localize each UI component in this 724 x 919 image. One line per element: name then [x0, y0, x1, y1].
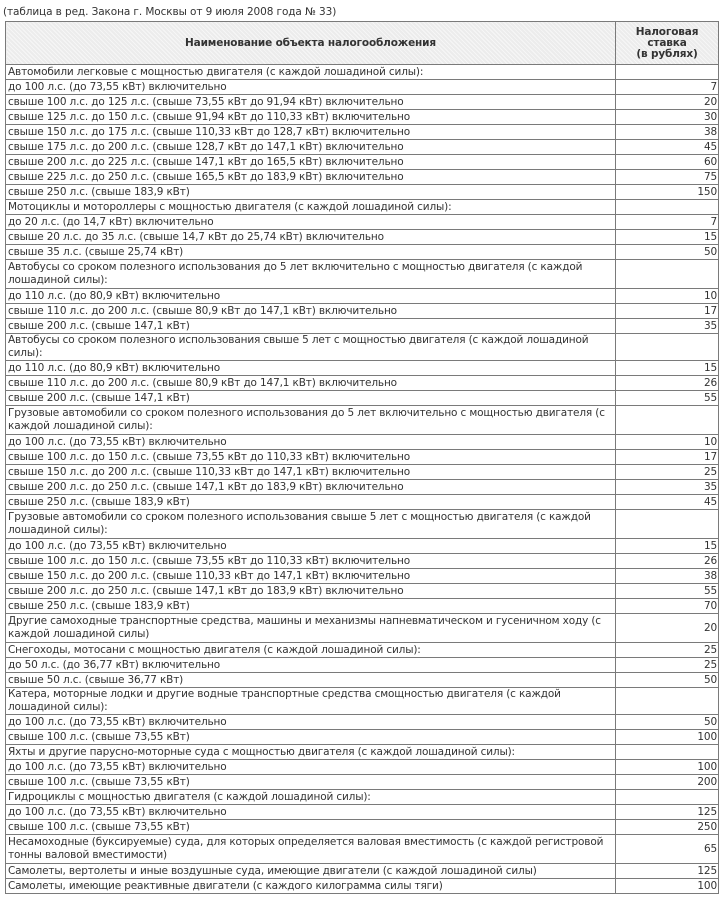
row-name-cell: Яхты и другие парусно-моторные суда с мощностью двигателя (с каждой лошадиной силы):: [6, 745, 616, 760]
row-rate-cell: 100: [616, 730, 719, 745]
row-name-cell: Мотоциклы и мотороллеры с мощностью двигателя (с каждой лошадиной силы):: [6, 200, 616, 215]
table-row: [6, 95, 719, 110]
row-rate-cell: [616, 406, 719, 435]
row-name-cell: Автомобили легковые с мощностью двигателя (с каждой лошадиной силы):: [6, 65, 616, 80]
table-body: [6, 65, 719, 894]
table-row: [6, 510, 719, 539]
row-name-cell: до 100 л.с. (до 73,55 кВт) включительно: [6, 715, 616, 730]
row-name-cell: до 100 л.с. (до 73,55 кВт) включительно: [6, 80, 616, 95]
row-name-cell: до 100 л.с. (до 73,55 кВт) включительно: [6, 539, 616, 554]
row-name-cell: свыше 35 л.с. (свыше 25,74 кВт): [6, 245, 616, 260]
table-row: [6, 790, 719, 805]
table-row: [6, 584, 719, 599]
row-name-cell: Несамоходные (буксируемые) суда, для которых определяется валовая вместимость (с каждой регистровой тонны валовой вместимости): [6, 835, 616, 864]
row-name-cell: свыше 250 л.с. (свыше 183,9 кВт): [6, 185, 616, 200]
row-rate-cell: 35: [616, 319, 719, 334]
table-row: [6, 334, 719, 361]
table-row: [6, 554, 719, 569]
table-row: [6, 391, 719, 406]
row-rate-cell: [616, 65, 719, 80]
row-name-cell: свыше 110 л.с. до 200 л.с. (свыше 80,9 кВт до 147,1 кВт) включительно: [6, 304, 616, 319]
table-row: [6, 465, 719, 480]
table-row: [6, 65, 719, 80]
row-name-cell: до 20 л.с. (до 14,7 кВт) включительно: [6, 215, 616, 230]
row-rate-cell: 50: [616, 715, 719, 730]
table-row: [6, 569, 719, 584]
row-name-cell: Автобусы со сроком полезного использования до 5 лет включительно с мощностью двигателя (с каждой лошадиной силы):: [6, 260, 616, 289]
table-row: [6, 155, 719, 170]
table-row: [6, 215, 719, 230]
table-row: [6, 805, 719, 820]
table-row: [6, 730, 719, 745]
row-rate-cell: 15: [616, 361, 719, 376]
table-header-row: [6, 22, 719, 65]
row-rate-cell: 17: [616, 304, 719, 319]
table-row: [6, 599, 719, 614]
table-row: [6, 820, 719, 835]
table-row: [6, 715, 719, 730]
table-row: [6, 406, 719, 435]
table-row: [6, 80, 719, 95]
table-row: [6, 435, 719, 450]
table-row: [6, 539, 719, 554]
table-row: [6, 658, 719, 673]
row-name-cell: Снегоходы, мотосани с мощностью двигателя (с каждой лошадиной силы):: [6, 643, 616, 658]
row-name-cell: Гидроциклы с мощностью двигателя (с каждой лошадиной силы):: [6, 790, 616, 805]
table-row: [6, 879, 719, 894]
row-rate-cell: 125: [616, 864, 719, 879]
row-name-cell: Автобусы со сроком полезного использования свыше 5 лет с мощностью двигателя (с каждой лошадиной силы):: [6, 334, 616, 361]
row-name-cell: до 100 л.с. (до 73,55 кВт) включительно: [6, 805, 616, 820]
row-name-cell: Другие самоходные транспортные средства, машины и механизмы напневматическом и гусеничном ходу (с каждой лошадиной силы): [6, 614, 616, 643]
row-name-cell: свыше 200 л.с. (свыше 147,1 кВт): [6, 391, 616, 406]
table-row: [6, 260, 719, 289]
row-rate-cell: 30: [616, 110, 719, 125]
row-name-cell: свыше 150 л.с. до 175 л.с. (свыше 110,33 кВт до 128,7 кВт) включительно: [6, 125, 616, 140]
row-rate-cell: 50: [616, 673, 719, 688]
table-row: [6, 140, 719, 155]
row-rate-cell: [616, 790, 719, 805]
table-row: [6, 673, 719, 688]
table-row: [6, 245, 719, 260]
row-rate-cell: 20: [616, 614, 719, 643]
row-name-cell: свыше 225 л.с. до 250 л.с. (свыше 165,5 кВт до 183,9 кВт) включительно: [6, 170, 616, 185]
row-name-cell: свыше 100 л.с. (свыше 73,55 кВт): [6, 730, 616, 745]
row-rate-cell: 45: [616, 495, 719, 510]
row-rate-cell: 45: [616, 140, 719, 155]
row-rate-cell: 100: [616, 879, 719, 894]
table-row: [6, 289, 719, 304]
table-row: [6, 864, 719, 879]
table-row: [6, 643, 719, 658]
row-rate-cell: 70: [616, 599, 719, 614]
row-rate-cell: [616, 688, 719, 715]
row-rate-cell: 26: [616, 554, 719, 569]
table-row: [6, 200, 719, 215]
row-name-cell: Катера, моторные лодки и другие водные транспортные средства смощностью двигателя (с каждой лошадиной силы):: [6, 688, 616, 715]
row-name-cell: до 50 л.с. (до 36,77 кВт) включительно: [6, 658, 616, 673]
row-rate-cell: 25: [616, 465, 719, 480]
table-row: [6, 614, 719, 643]
row-rate-cell: 35: [616, 480, 719, 495]
row-name-cell: свыше 100 л.с. (свыше 73,55 кВт): [6, 775, 616, 790]
row-rate-cell: 25: [616, 658, 719, 673]
row-name-cell: до 110 л.с. (до 80,9 кВт) включительно: [6, 361, 616, 376]
row-name-cell: Самолеты, вертолеты и иные воздушные суда, имеющие двигатели (с каждой лошадиной силы): [6, 864, 616, 879]
rate-header-line2: ставка: [647, 36, 687, 49]
row-name-cell: свыше 50 л.с. (свыше 36,77 кВт): [6, 673, 616, 688]
table-row: [6, 835, 719, 864]
row-name-cell: до 100 л.с. (до 73,55 кВт) включительно: [6, 760, 616, 775]
row-rate-cell: 15: [616, 230, 719, 245]
row-name-cell: свыше 20 л.с. до 35 л.с. (свыше 14,7 кВт до 25,74 кВт) включительно: [6, 230, 616, 245]
row-name-cell: Самолеты, имеющие реактивные двигатели (с каждого килограмма силы тяги): [6, 879, 616, 894]
column-header-name: Наименование объекта налогообложения: [6, 22, 616, 65]
table-row: [6, 760, 719, 775]
row-rate-cell: 55: [616, 391, 719, 406]
row-rate-cell: 26: [616, 376, 719, 391]
row-rate-cell: 75: [616, 170, 719, 185]
row-name-cell: до 100 л.с. (до 73,55 кВт) включительно: [6, 435, 616, 450]
row-name-cell: свыше 100 л.с. до 150 л.с. (свыше 73,55 кВт до 110,33 кВт) включительно: [6, 554, 616, 569]
table-row: [6, 775, 719, 790]
table-row: [6, 319, 719, 334]
row-rate-cell: 17: [616, 450, 719, 465]
row-rate-cell: 10: [616, 289, 719, 304]
table-row: [6, 361, 719, 376]
row-rate-cell: 200: [616, 775, 719, 790]
row-name-cell: свыше 150 л.с. до 200 л.с. (свыше 110,33 кВт до 147,1 кВт) включительно: [6, 465, 616, 480]
row-rate-cell: 25: [616, 643, 719, 658]
table-row: [6, 230, 719, 245]
row-rate-cell: 50: [616, 245, 719, 260]
row-rate-cell: 15: [616, 539, 719, 554]
row-name-cell: свыше 250 л.с. (свыше 183,9 кВт): [6, 599, 616, 614]
row-rate-cell: 65: [616, 835, 719, 864]
row-name-cell: свыше 250 л.с. (свыше 183,9 кВт): [6, 495, 616, 510]
rate-header-line3: (в рублях): [636, 47, 698, 60]
row-name-cell: свыше 200 л.с. до 250 л.с. (свыше 147,1 кВт до 183,9 кВт) включительно: [6, 584, 616, 599]
row-name-cell: свыше 100 л.с. до 125 л.с. (свыше 73,55 кВт до 91,94 кВт) включительно: [6, 95, 616, 110]
row-rate-cell: [616, 260, 719, 289]
table-row: [6, 480, 719, 495]
table-row: [6, 495, 719, 510]
row-name-cell: свыше 150 л.с. до 200 л.с. (свыше 110,33 кВт до 147,1 кВт) включительно: [6, 569, 616, 584]
row-rate-cell: [616, 745, 719, 760]
row-rate-cell: 38: [616, 569, 719, 584]
table-row: [6, 170, 719, 185]
row-rate-cell: 100: [616, 760, 719, 775]
row-rate-cell: 55: [616, 584, 719, 599]
row-rate-cell: 125: [616, 805, 719, 820]
table-row: [6, 376, 719, 391]
table-row: [6, 185, 719, 200]
tax-rate-table: [5, 21, 719, 894]
row-name-cell: свыше 200 л.с. до 225 л.с. (свыше 147,1 кВт до 165,5 кВт) включительно: [6, 155, 616, 170]
row-name-cell: свыше 125 л.с. до 150 л.с. (свыше 91,94 кВт до 110,33 кВт) включительно: [6, 110, 616, 125]
rate-header-line1: Налоговая: [635, 25, 699, 38]
table-row: [6, 304, 719, 319]
row-rate-cell: 60: [616, 155, 719, 170]
row-rate-cell: 7: [616, 215, 719, 230]
row-name-cell: до 110 л.с. (до 80,9 кВт) включительно: [6, 289, 616, 304]
row-rate-cell: 10: [616, 435, 719, 450]
table-caption: (таблица в ред. Закона г. Москвы от 9 июля 2008 года № 33): [3, 6, 337, 18]
row-name-cell: свыше 100 л.с. до 150 л.с. (свыше 73,55 кВт до 110,33 кВт) включительно: [6, 450, 616, 465]
row-name-cell: свыше 110 л.с. до 200 л.с. (свыше 80,9 кВт до 147,1 кВт) включительно: [6, 376, 616, 391]
table-row: [6, 450, 719, 465]
column-header-rate: [616, 22, 719, 65]
row-name-cell: свыше 200 л.с. (свыше 147,1 кВт): [6, 319, 616, 334]
row-rate-cell: 150: [616, 185, 719, 200]
table-row: [6, 125, 719, 140]
row-name-cell: Грузовые автомобили со сроком полезного использования до 5 лет включительно с мощностью двигателя (с каждой лошадиной силы):: [6, 406, 616, 435]
table-row: [6, 688, 719, 715]
row-rate-cell: 7: [616, 80, 719, 95]
row-name-cell: Грузовые автомобили со сроком полезного использования свыше 5 лет с мощностью двигателя (с каждой лошадиной силы):: [6, 510, 616, 539]
row-rate-cell: [616, 200, 719, 215]
table-row: [6, 745, 719, 760]
row-rate-cell: 250: [616, 820, 719, 835]
row-rate-cell: 20: [616, 95, 719, 110]
row-rate-cell: [616, 510, 719, 539]
row-name-cell: свыше 100 л.с. (свыше 73,55 кВт): [6, 820, 616, 835]
table-row: [6, 110, 719, 125]
row-rate-cell: 38: [616, 125, 719, 140]
row-name-cell: свыше 175 л.с. до 200 л.с. (свыше 128,7 кВт до 147,1 кВт) включительно: [6, 140, 616, 155]
row-rate-cell: [616, 334, 719, 361]
row-name-cell: свыше 200 л.с. до 250 л.с. (свыше 147,1 кВт до 183,9 кВт) включительно: [6, 480, 616, 495]
